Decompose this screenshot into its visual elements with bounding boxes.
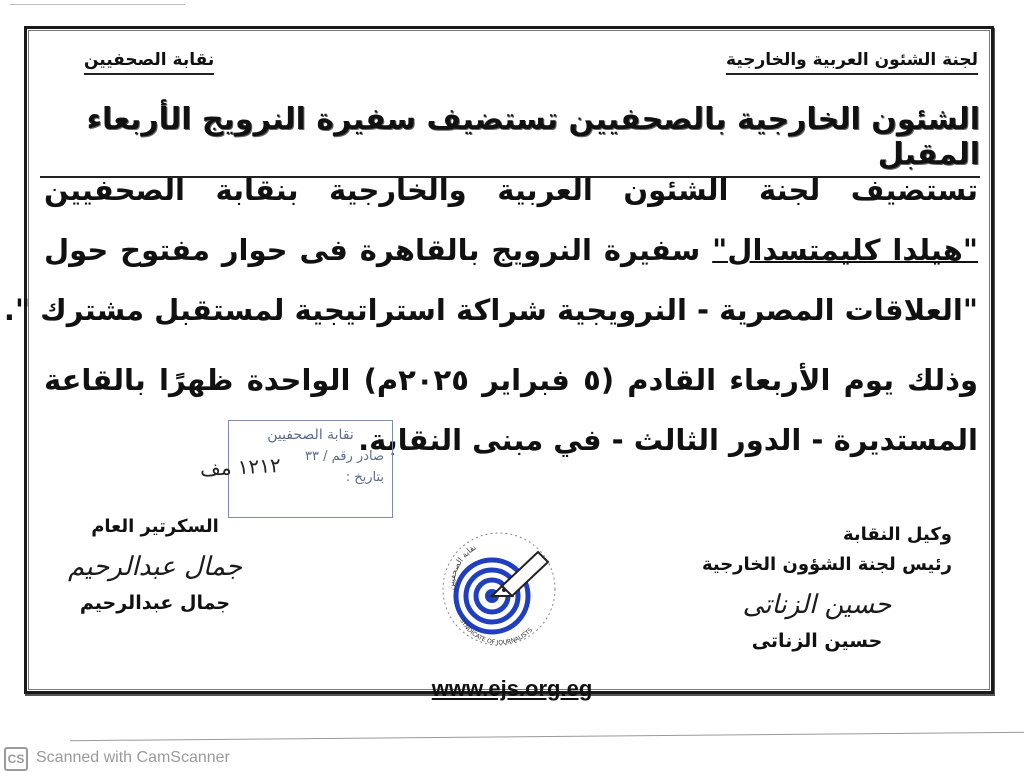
ambassador-name: "هيلدا كليمتسدال" (712, 233, 978, 267)
body-text (3, 160, 978, 470)
document-title: الشئون الخارجية بالصحفيين تستضيف سفيرة النرويج الأربعاء المقبل (40, 102, 980, 178)
deputy-name: حسين الزناتى (751, 630, 883, 652)
footer-url-text[interactable]: www.ejs.org.eg (431, 676, 593, 701)
secretary-signature: جمال عبدالرحيم (68, 552, 242, 582)
stamp-date-label: بتاريخ : (345, 470, 384, 485)
secretary-role: السكرتير العام (91, 516, 219, 537)
body-line-2 (44, 220, 978, 280)
deputy-role-1: وكيل النقابة (842, 524, 952, 545)
stamp-outgoing-label: صادر رقم / (323, 449, 384, 464)
signature-secretary-general (60, 512, 250, 614)
footer-url[interactable] (0, 676, 1024, 702)
body-line-3: "العلاقات المصرية - النرويجية شراكة استراتيجية لمستقبل مشترك ". (3, 293, 978, 327)
camscanner-logo-icon: CS (4, 747, 28, 771)
syndicate-logo-icon (440, 530, 558, 648)
body-line-2-rest: سفيرة النرويج بالقاهرة فى حوار مفتوح حول (44, 233, 713, 267)
scan-edge-line-bottom (70, 732, 1024, 741)
svg-text:نقابة الصحفيين: نقابة الصحفيين (446, 542, 478, 591)
scan-edge-line (10, 4, 185, 5)
stamp-outgoing-number: ٣٣ (305, 449, 319, 464)
committee-header: لجنة الشئون العربية والخارجية (726, 50, 978, 75)
stamp-title: نقابة الصحفيين (267, 427, 354, 443)
body-line-5: المستديرة - الدور الثالث - في مبنى النقابة. (358, 423, 978, 457)
secretary-name: جمال عبدالرحيم (79, 592, 231, 614)
svg-text:SYNDICATE OF JOURNALISTS: SYNDICATE OF JOURNALISTS (458, 617, 535, 647)
signature-deputy-head (682, 520, 952, 652)
camscanner-watermark: Scanned with CamScanner (36, 749, 230, 766)
syndicate-header: نقابة الصحفيين (84, 50, 214, 75)
body-line-4: وذلك يوم الأربعاء القادم (٥ فبراير ٢٠٢٥م) الواحدة ظهرًا بالقاعة (44, 363, 978, 397)
deputy-signature: حسين الزناتى (742, 590, 892, 620)
stamp-handwritten-date: ١٢١٢ مف (199, 452, 282, 482)
body-line-1: تستضيف لجنة الشئون العربية والخارجية بنقابة الصحفيين (44, 173, 978, 207)
deputy-role-2: رئيس لجنة الشؤون الخارجية (701, 554, 952, 575)
